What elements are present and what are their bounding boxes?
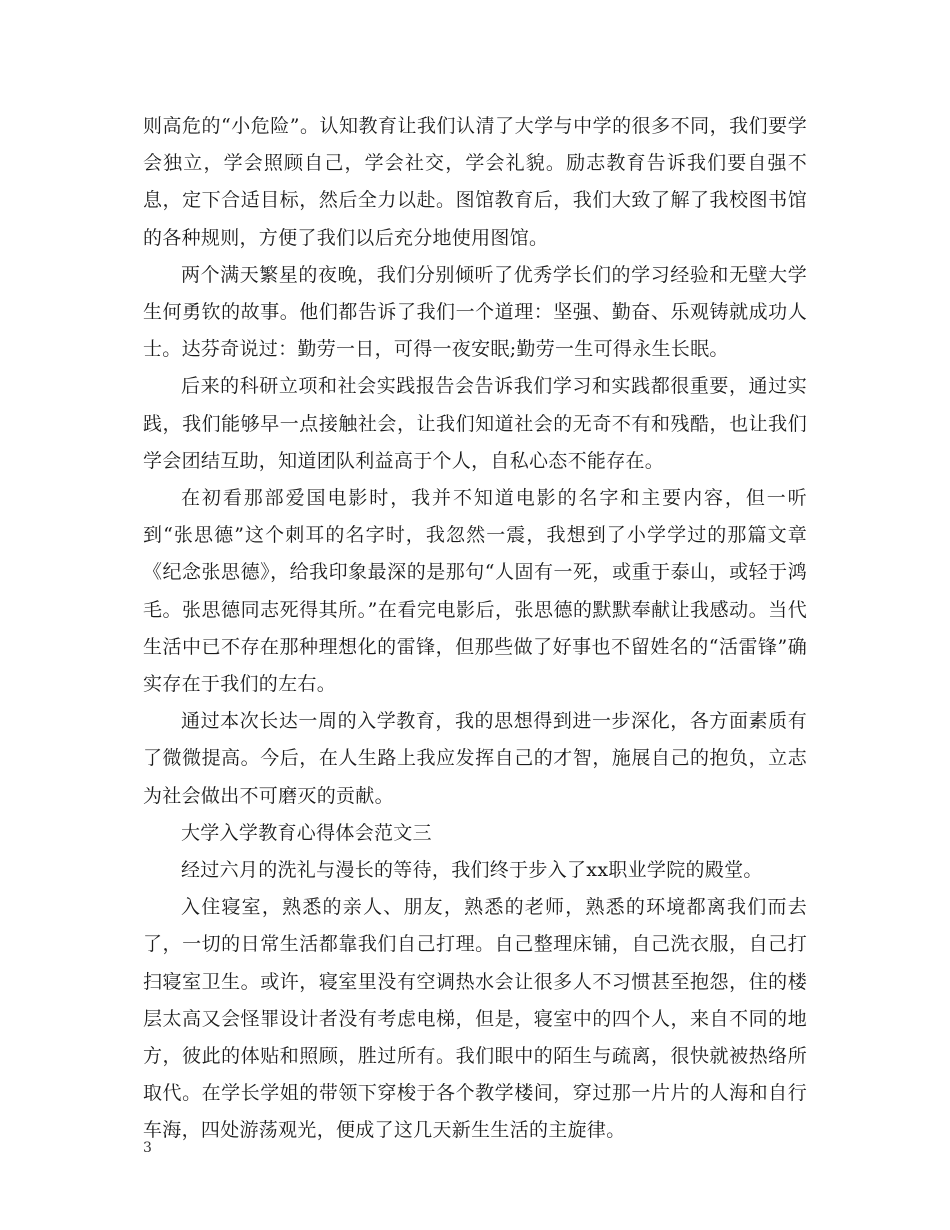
- page-number: 3: [143, 1140, 152, 1156]
- section-heading: 大学入学教育心得体会范文三: [181, 821, 432, 844]
- paragraph: 通过本次长达一周的入学教育，我的思想得到进一步深化，各方面素质有了微微提高。今后，在人生路上我应发挥自己的才智，施展自己的抱负，立志为社会做出不可磨灭的贡献。: [143, 710, 807, 807]
- paragraph: 经过六月的洗礼与漫长的等待，我们终于步入了xx职业学院的殿堂。: [181, 859, 763, 882]
- paragraph: 则高危的“小危险”。认知教育让我们认清了大学与中学的很多不同，我们要学会独立，学会照顾自己，学会社交，学会礼貌。励志教育告诉我们要自强不息，定下合适目标，然后全力以赴。图馆教育后，我们大致了解了我校图书馆的各种规则，方便了我们以后充分地使用图馆。: [143, 115, 807, 249]
- paragraph: 入住寝室，熟悉的亲人、朋友，熟悉的老师，熟悉的环境都离我们而去了，一切的日常生活都靠我们自己打理。自己整理床铺，自己洗衣服，自己打扫寝室卫生。或许，寝室里没有空调热水会让很多人不习惯甚至抱怨，住的楼层太高又会怪罪设计者没有考虑电梯，但是，寝室中的四个人，来自不同的地方，彼此的体贴和照顾，胜过所有。我们眼中的陌生与疏离，很快就被热络所取代。在学长学姐的带领下穿梭于各个教学楼间，穿过那一片片的人海和自行车海，四处游荡观光，便成了这几天新生生活的主旋律。: [143, 896, 807, 1142]
- paragraph: 后来的科研立项和社会实践报告会告诉我们学习和实践都很重要，通过实践，我们能够早一点接触社会，让我们知道社会的无奇不有和残酷，也让我们学会团结互助，知道团队利益高于个人，自私心态不能存在。: [143, 375, 807, 472]
- paragraph: 在初看那部爱国电影时，我并不知道电影的名字和主要内容，但一听到“张思德”这个刺耳的名字时，我忽然一震，我想到了小学学过的那篇文章《纪念张思德》，给我印象最深的是那句“人固有一死，或重于泰山，或轻于鸿毛。张思德同志死得其所。”在看完电影后，张思德的默默奉献让我感动。当代生活中已不存在那种理想化的雷锋，但那些做了好事也不留姓名的“活雷锋”确实存在于我们的左右。: [143, 487, 807, 696]
- paragraph: 两个满天繁星的夜晚，我们分别倾听了优秀学长们的学习经验和无壁大学生何勇钦的故事。他们都告诉了我们一个道理：坚强、勤奋、乐观铸就成功人士。达芬奇说过：勤劳一日，可得一夜安眠;勤劳一生可得永生长眠。: [143, 263, 807, 361]
- document-body: [143, 108, 807, 1150]
